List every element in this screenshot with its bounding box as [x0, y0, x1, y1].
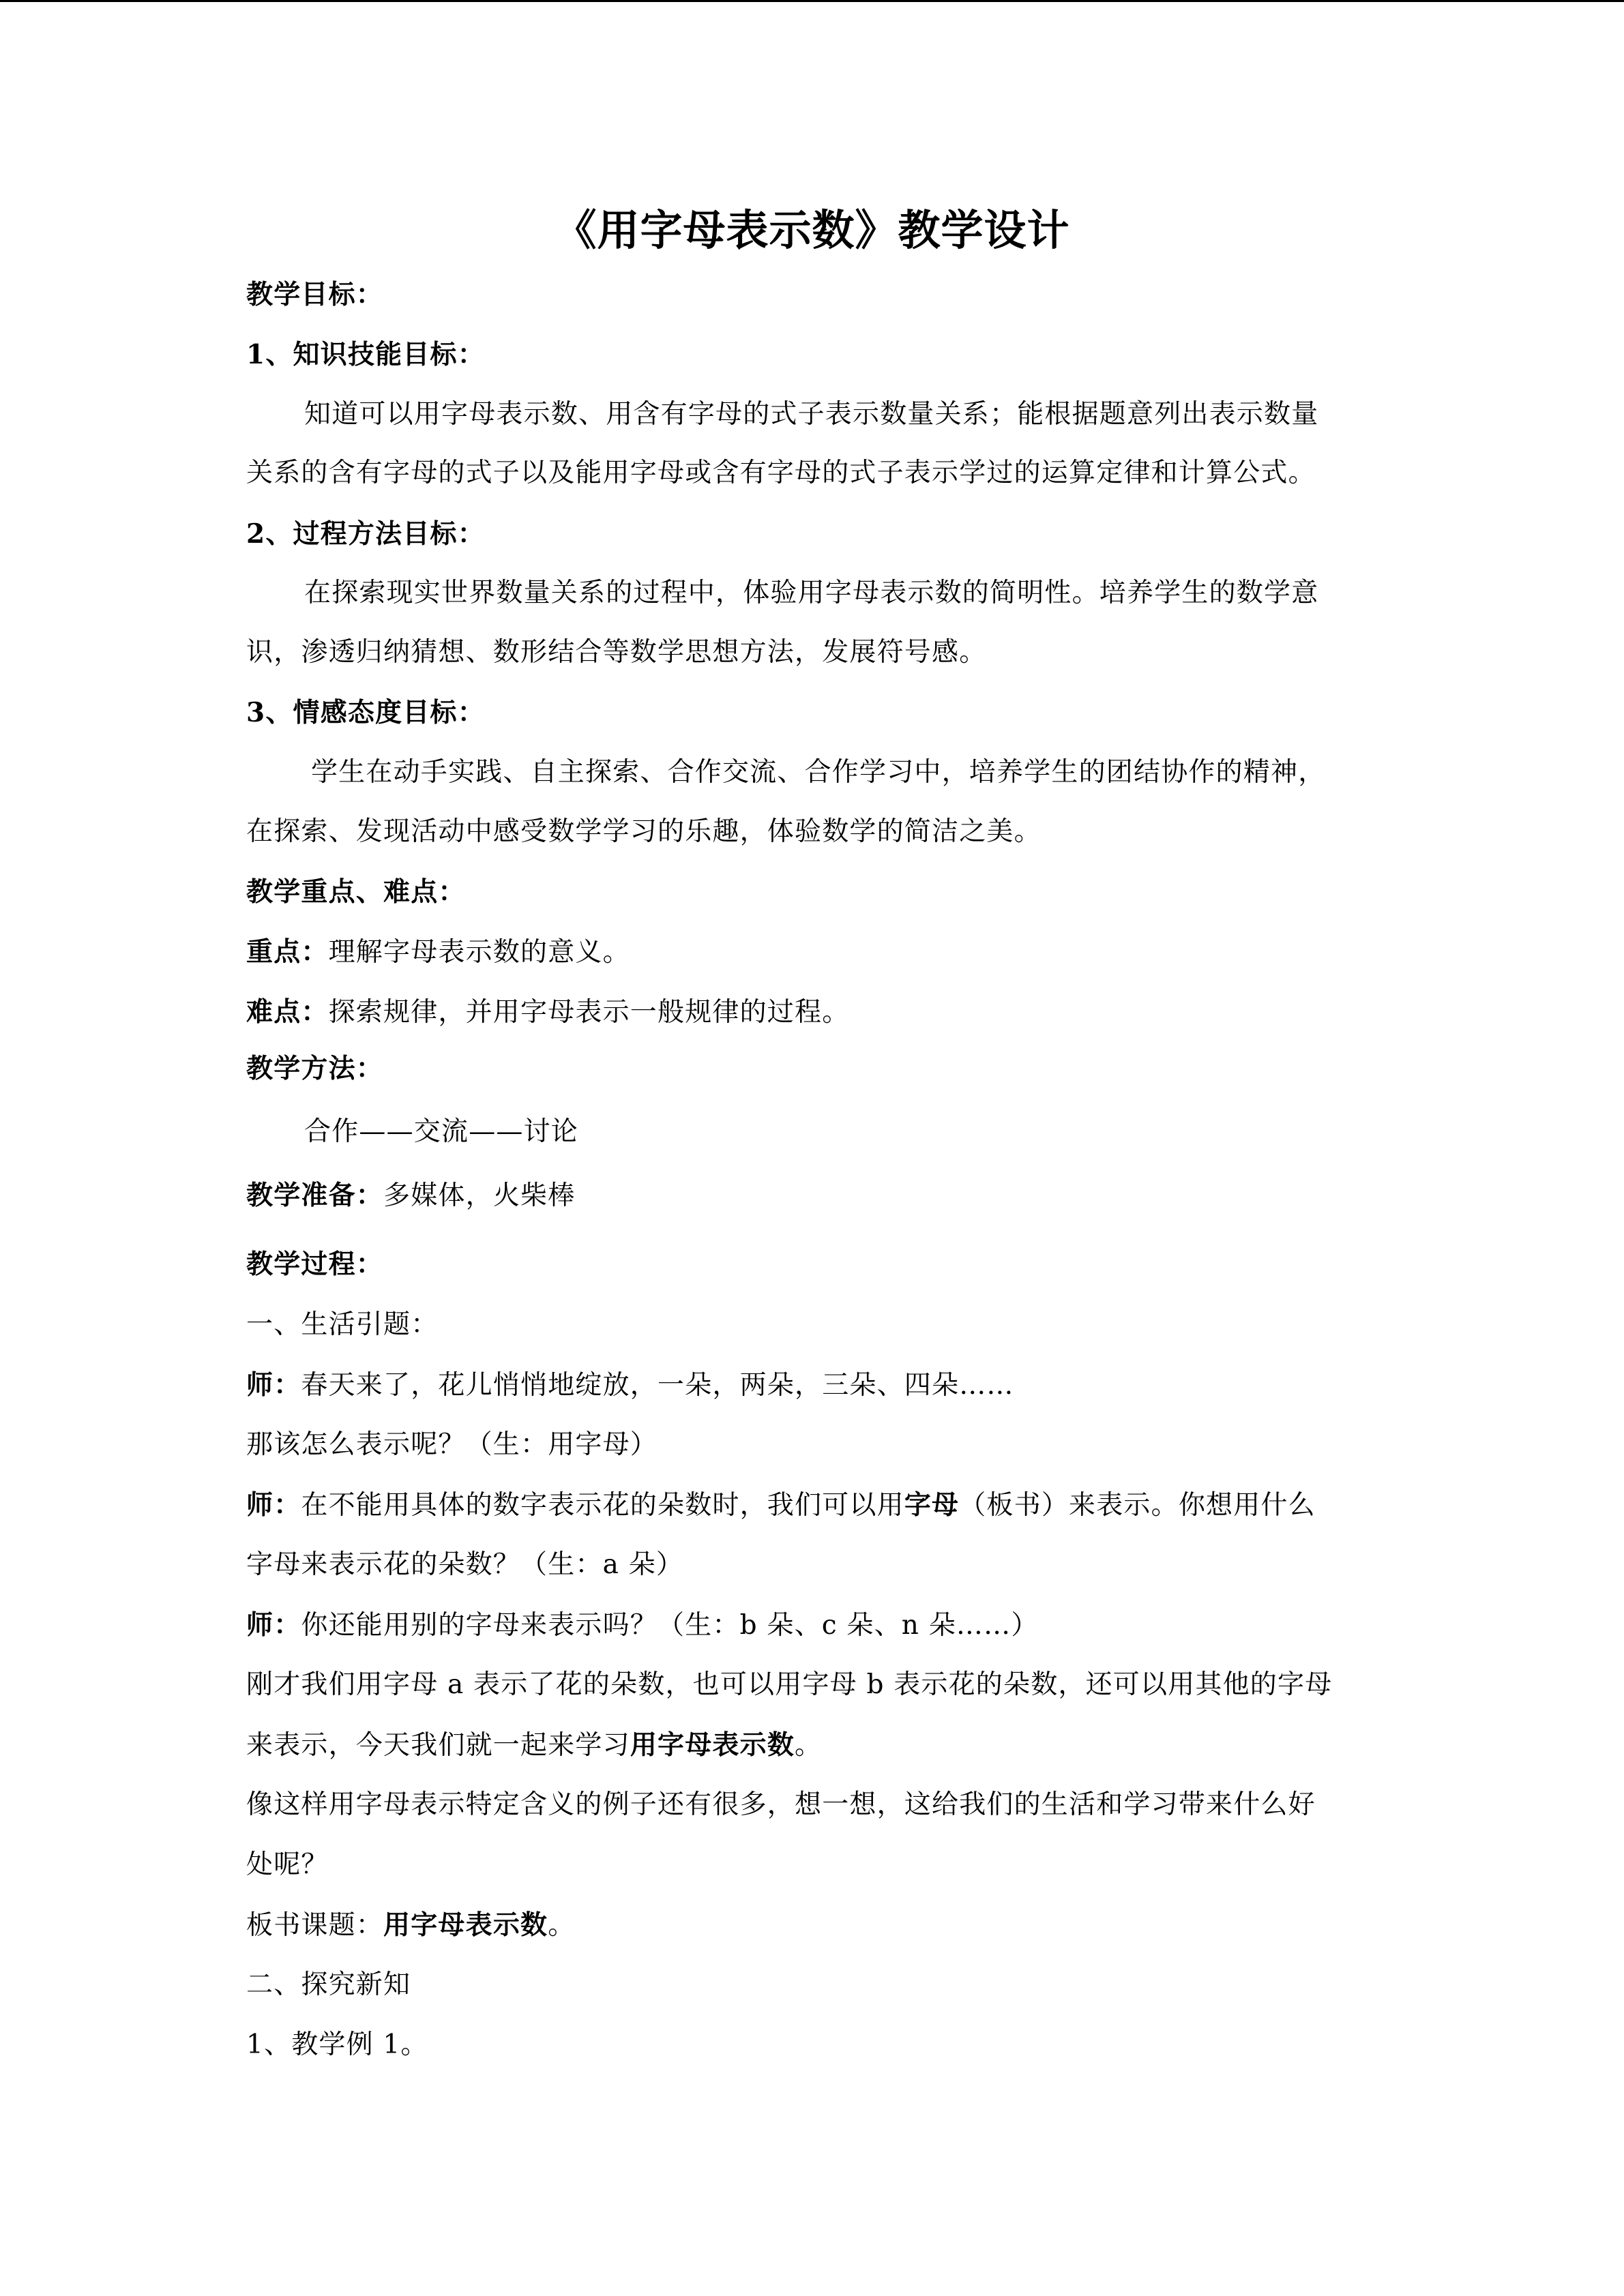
board-title-line [246, 1905, 1372, 1946]
keypoint-label: 重点： [246, 936, 329, 968]
teacher-line-2-bold: 字母 [904, 1489, 960, 1521]
objective1-heading: 1、知识技能目标： [246, 339, 485, 370]
teacher-line-2-text-a: 在不能用具体的数字表示花的朵数时，我们可以用 [301, 1490, 904, 1521]
methods-text: 合作——交流——讨论 [304, 1116, 579, 1147]
paragraph-1-line2-b: 。 [795, 1730, 823, 1761]
example1-line: 1、教学例 1。 [246, 2029, 428, 2060]
teacher-line-1-text: 春天来了，花儿悄悄地绽放，一朵，两朵，三朵、四朵…… [301, 1370, 1014, 1401]
board-title-label: 板书课题： [246, 1910, 384, 1941]
section2-heading: 二、探究新知 [246, 1969, 411, 2000]
teacher-line-2-cont: 字母来表示花的朵数？（生：a 朵） [246, 1549, 684, 1580]
teacher-label: 师： [246, 1609, 301, 1641]
paragraph-1-line2-bold: 用字母表示数 [630, 1729, 795, 1761]
board-title-end: 。 [548, 1910, 576, 1941]
section1-heading: 一、生活引题： [246, 1309, 439, 1340]
objective3-text-line1: 学生在动手实践、自主探索、合作交流、合作学习中，培养学生的团结协作的精神， [311, 757, 1326, 788]
teacher-line-3 [246, 1605, 1372, 1646]
paragraph-2-line2: 处呢？ [246, 1849, 329, 1880]
paragraph-2-line1: 像这样用字母表示特定含义的例子还有很多，想一想，这给我们的生活和学习带来什么好 [246, 1789, 1316, 1820]
question-line-1: 那该怎么表示呢？（生：用字母） [246, 1429, 658, 1460]
preparation-text: 多媒体，火柴棒 [383, 1180, 576, 1211]
teacher-line-2-text-b: （板书）来表示。你想用什么 [959, 1490, 1316, 1521]
objective3-text-line2: 在探索、发现活动中感受数学学习的乐趣，体验数学的简洁之美。 [246, 816, 1042, 847]
teacher-label: 师： [246, 1369, 301, 1401]
methods-heading: 教学方法： [246, 1053, 384, 1084]
keypoint-text: 理解字母表示数的意义。 [328, 937, 630, 968]
objectives-heading: 教学目标： [246, 279, 384, 310]
paragraph-1-line2-a: 来表示，今天我们就一起来学习 [246, 1730, 630, 1761]
preparation-line [246, 1175, 1372, 1217]
keypoint-line [246, 931, 1372, 973]
difficulty-line [246, 992, 1372, 1033]
objective2-heading: 2、过程方法目标： [246, 518, 485, 550]
objective3-heading: 3、情感态度目标： [246, 697, 485, 728]
document-title: 《用字母表示数》教学设计 [554, 205, 1070, 255]
objective1-text-line2: 关系的含有字母的式子以及能用字母或含有字母的式子表示学过的运算定律和计算公式。 [246, 458, 1316, 488]
objective2-text-line1: 在探索现实世界数量关系的过程中，体验用字母表示数的简明性。培养学生的数学意 [304, 578, 1319, 608]
difficulty-label: 难点： [246, 996, 329, 1028]
paragraph-1-line2 [246, 1725, 1372, 1766]
objective2-text-line2: 识，渗透归纳猜想、数形结合等数学思想方法，发展符号感。 [246, 637, 987, 668]
paragraph-1-line1: 刚才我们用字母 a 表示了花的朵数，也可以用字母 b 表示花的朵数，还可以用其他的字母 [246, 1669, 1333, 1700]
preparation-label: 教学准备： [246, 1180, 384, 1211]
teacher-line-2 [246, 1485, 1372, 1526]
teacher-label: 师： [246, 1489, 301, 1521]
objective1-text-line1: 知道可以用字母表示数、用含有字母的式子表示数量关系；能根据题意列出表示数量 [304, 399, 1319, 430]
teacher-line-1 [246, 1365, 1372, 1406]
process-heading: 教学过程： [246, 1249, 384, 1280]
teacher-line-3-text: 你还能用别的字母来表示吗？（生：b 朵、c 朵、n 朵……） [301, 1610, 1039, 1641]
board-title-bold: 用字母表示数 [383, 1909, 548, 1941]
keypoints-heading: 教学重点、难点： [246, 876, 466, 908]
difficulty-text: 探索规律，并用字母表示一般规律的过程。 [328, 997, 850, 1028]
